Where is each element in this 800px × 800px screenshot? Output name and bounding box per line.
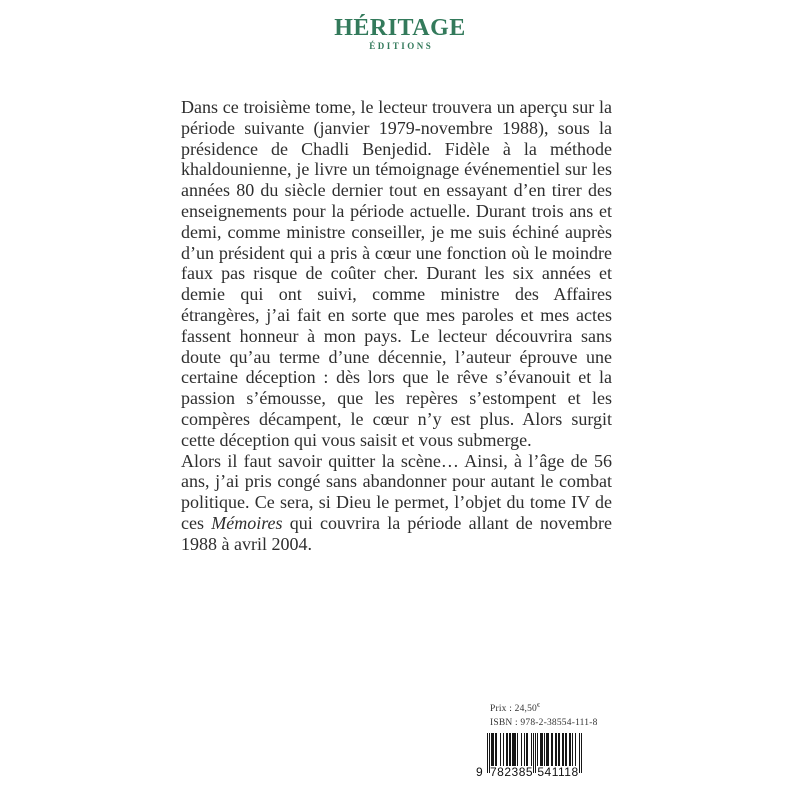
price-text: Prix : 24,50 — [490, 704, 538, 715]
euro-symbol: € — [537, 703, 541, 709]
price-label — [490, 699, 598, 716]
barcode-digits-group2: 541118 — [537, 765, 579, 779]
price-isbn-block — [490, 699, 598, 730]
barcode-digits-group1: 782385 — [490, 765, 534, 779]
blurb-paragraph-2 — [181, 451, 612, 555]
blurb-paragraph-2-cont: qui couvrira la période allant de novembre 1988 à avril 2004. — [181, 512, 612, 554]
blurb-paragraph-1: Dans ce troisième tome, le lecteur trouvera un aperçu sur la période suivante (janvier 1979-novembre 1988), sous la présidence de Chadli Benjedid. Fidèle à la méthode khaldounienne, je livre un témoignage événementiel sur les années 80 du siècle dernier tout en essayant d’en tirer des enseignements pour la période actuelle. Durant trois ans et demi, comme ministre conseiller, je me suis échiné auprès d’un président qui a pris à cœur une fonction où le moindre faux pas risque de coûter cher. Durant les six années et demie qui ont suivi, comme ministre des Affaires étrangères, j’ai fait en sorte que mes paroles et mes actes fassent honneur à mon pays. Le lecteur découvrira sans doute qu’au terme d’une décennie, l’auteur éprouve une certaine déception : dès lors que le rêve s’évanouit et la passion s’émousse, que les repères s’estompent et les compères décampent, le cœur n’y est plus. Alors surgit cette déception qui vous saisit et vous submerge. — [181, 97, 612, 450]
barcode-digit-prefix: 9 — [476, 765, 483, 779]
publisher-subtitle: ÉDITIONS — [369, 41, 434, 51]
publisher-name: HÉRITAGE — [334, 15, 466, 41]
blurb-paragraph-2-text: Alors il faut savoir quitter la scène… Ainsi, à l’âge de 56 ans, j’ai pris congé sans abandonner pour autant le combat politique. Ce sera, si Dieu le permet, l’objet du tome IV de ces — [181, 450, 612, 533]
book-series-title: Mémoires — [211, 512, 283, 533]
publisher-logo — [0, 15, 800, 51]
barcode-digits — [476, 766, 593, 779]
back-cover-blurb — [181, 97, 612, 555]
ean-barcode — [476, 733, 593, 779]
isbn-label: ISBN : 978-2-38554-111-8 — [490, 718, 598, 729]
